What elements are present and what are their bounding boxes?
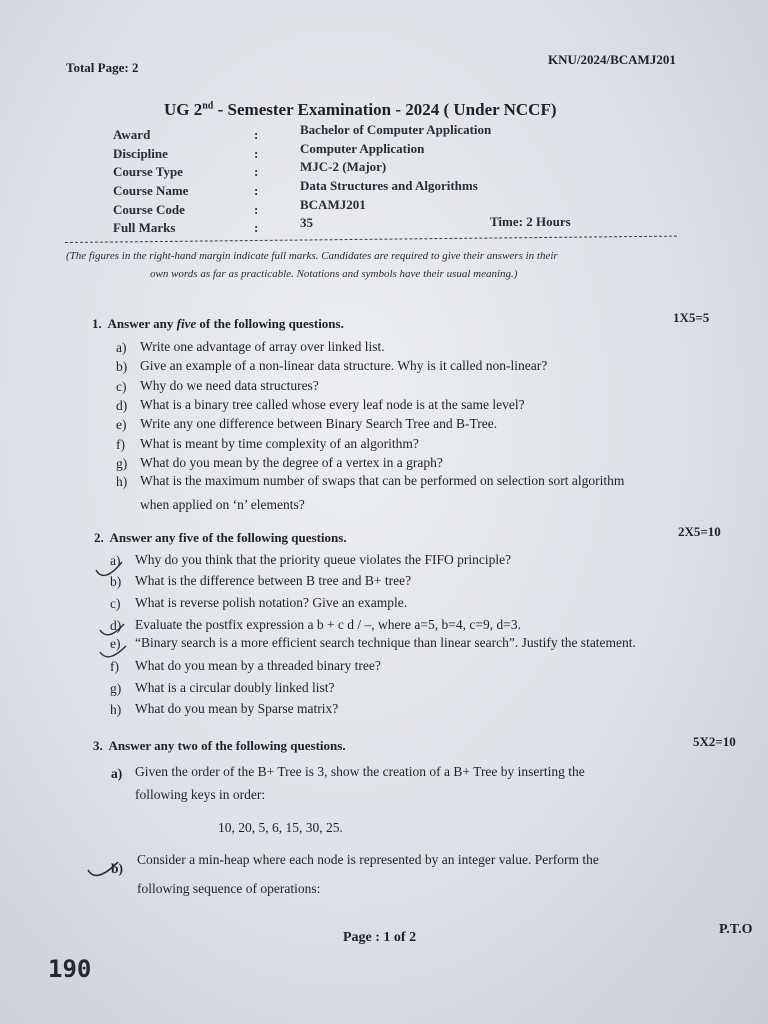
question-label: a) xyxy=(116,340,127,355)
meta-value: Data Structures and Algorithms xyxy=(300,178,478,193)
question-label: f) xyxy=(110,659,119,674)
question-label: e) xyxy=(110,636,121,651)
meta-separator: : xyxy=(254,220,259,235)
question-text: Write one advantage of array over linked list. xyxy=(140,339,385,354)
question-label: h) xyxy=(116,474,128,489)
meta-value: BCAMJ201 xyxy=(300,197,366,212)
question-label: h) xyxy=(110,702,122,717)
q1-heading: 1. Answer any five of the following questions. xyxy=(92,316,344,331)
meta-label: Full Marks xyxy=(113,220,176,235)
meta-label: Award xyxy=(113,127,151,142)
instructions-line-1: (The figures in the right-hand margin indicate full marks. Candidates are required to give their answers in their xyxy=(66,250,558,262)
question-label: b) xyxy=(110,574,122,589)
question-label: c) xyxy=(116,379,127,394)
q3-a-keys: 10, 20, 5, 6, 15, 30, 25. xyxy=(218,820,343,835)
tick-mark xyxy=(100,646,126,657)
question-label: c) xyxy=(110,596,121,611)
question-text: What is a binary tree called whose every leaf node is at the same level? xyxy=(140,397,525,412)
question-text: What is the maximum number of swaps that can be performed on selection sort algorithm xyxy=(140,473,625,488)
question-text: Evaluate the postfix expression a b + c d / –, where a=5, b=4, c=9, d=3. xyxy=(135,617,521,632)
q3-heading: 3. Answer any two of the following questions. xyxy=(93,738,346,753)
q3-a-label: a) xyxy=(111,766,123,781)
question-text: What is meant by time complexity of an algorithm? xyxy=(140,436,419,451)
meta-separator: : xyxy=(254,164,259,179)
time-allowed: Time: 2 Hours xyxy=(490,214,571,229)
q2-heading: 2. Answer any five of the following questions. xyxy=(94,530,347,545)
q3-b-line1: Consider a min-heap where each node is represented by an integer value. Perform the xyxy=(137,852,599,867)
meta-value: Computer Application xyxy=(300,141,425,156)
tick-mark xyxy=(96,562,122,575)
q3-a-line2: following keys in order: xyxy=(135,787,266,802)
meta-separator: : xyxy=(254,146,259,161)
question-label: a) xyxy=(110,553,121,568)
question-label: d) xyxy=(116,398,128,413)
q2-marks: 2X5=10 xyxy=(678,524,721,539)
question-text: What do you mean by a threaded binary tree? xyxy=(135,658,381,673)
question-text: Why do you think that the priority queue violates the FIFO principle? xyxy=(135,552,512,567)
handwritten-number: 190 xyxy=(48,955,92,983)
page-number: Page : 1 of 2 xyxy=(343,930,417,945)
question-text: What is a circular doubly linked list? xyxy=(135,680,335,695)
question-label: g) xyxy=(116,456,128,471)
meta-separator: : xyxy=(254,202,259,217)
tick-mark xyxy=(88,862,118,875)
instructions-line-2: own words as far as practicable. Notations and symbols have their usual meaning.) xyxy=(150,268,518,280)
question-text: “Binary search is a more efficient search technique than linear search”. Justify the statement. xyxy=(135,635,636,650)
question-label: d) xyxy=(110,618,122,633)
meta-separator: : xyxy=(254,183,259,198)
paper-code: KNU/2024/BCAMJ201 xyxy=(548,52,676,67)
q3-b-line2: following sequence of operations: xyxy=(137,881,321,896)
q3-b-label: b) xyxy=(111,861,124,876)
total-page: Total Page: 2 xyxy=(66,60,139,75)
meta-value: Bachelor of Computer Application xyxy=(300,122,492,137)
q1-h-continued: when applied on ‘n’ elements? xyxy=(140,497,305,512)
question-label: f) xyxy=(116,437,125,452)
tick-mark xyxy=(100,624,124,635)
meta-label: Course Code xyxy=(113,202,185,217)
question-text: Why do we need data structures? xyxy=(140,378,319,393)
meta-label: Course Name xyxy=(113,183,189,198)
question-label: e) xyxy=(116,417,127,432)
q1-marks: 1X5=5 xyxy=(673,310,710,325)
meta-label: Discipline xyxy=(113,146,168,161)
question-text: What is reverse polish notation? Give an example. xyxy=(135,595,408,610)
exam-title: UG 2nd - Semester Examination - 2024 ( Under NCCF) xyxy=(164,100,557,119)
question-text: What is the difference between B tree and B+ tree? xyxy=(135,573,412,588)
meta-separator: : xyxy=(254,127,259,142)
meta-value: MJC-2 (Major) xyxy=(300,159,387,174)
question-label: g) xyxy=(110,681,122,696)
q3-marks: 5X2=10 xyxy=(693,734,736,749)
q3-a-line1: Given the order of the B+ Tree is 3, show the creation of a B+ Tree by inserting the xyxy=(135,764,585,779)
question-text: Give an example of a non-linear data structure. Why is it called non-linear? xyxy=(140,358,548,373)
question-text: What do you mean by Sparse matrix? xyxy=(135,701,339,716)
question-text: What do you mean by the degree of a vertex in a graph? xyxy=(140,455,443,470)
question-text: Write any one difference between Binary Search Tree and B-Tree. xyxy=(140,416,498,431)
meta-value: 35 xyxy=(300,215,313,230)
question-label: b) xyxy=(116,359,128,374)
meta-label: Course Type xyxy=(113,164,183,179)
pto-label: P.T.O xyxy=(719,922,753,937)
